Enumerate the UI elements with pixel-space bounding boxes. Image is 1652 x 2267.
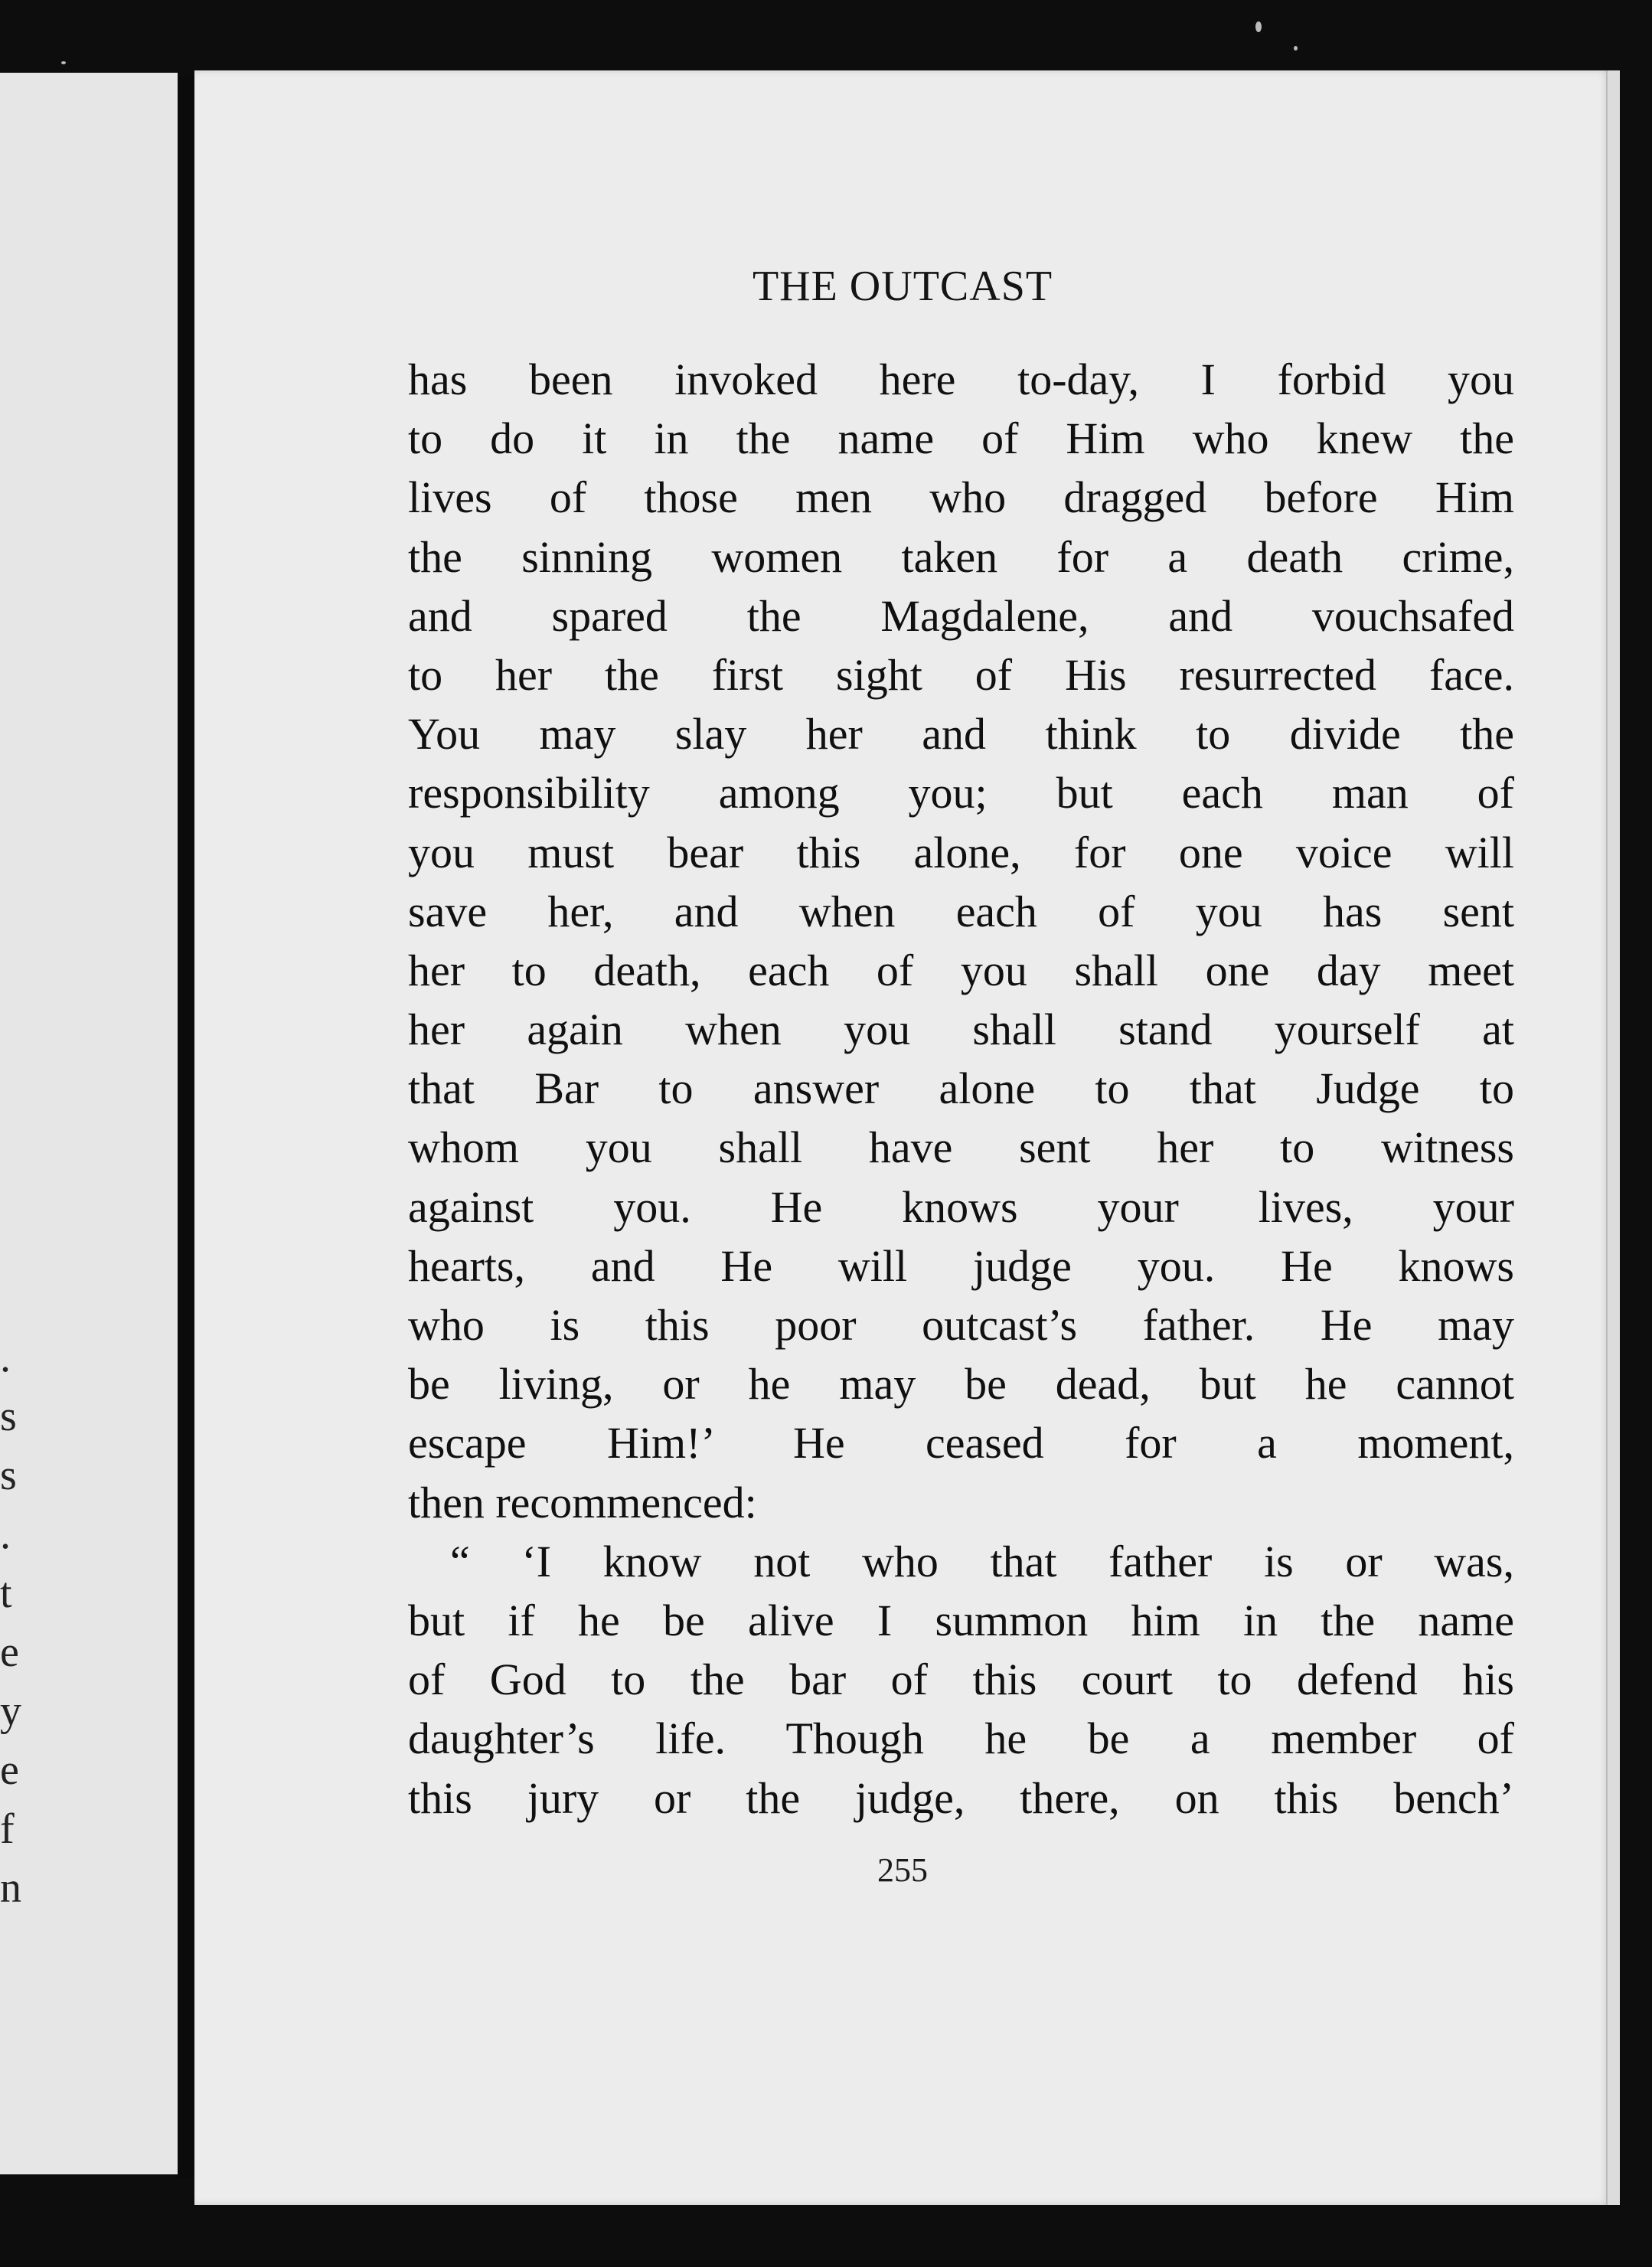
text-line: has been invoked here to-day, I forbid you xyxy=(408,354,1514,404)
scan-speck xyxy=(1255,21,1262,32)
text-line: her again when you shall stand yourself at xyxy=(408,1004,1514,1055)
text-line: hearts, and He will judge you. He knows xyxy=(408,1240,1514,1291)
text-line: who is this poor outcast’s father. He may xyxy=(408,1300,1514,1350)
text-line: escape Him!’ He ceased for a moment, xyxy=(408,1418,1514,1468)
text-line: then recommenced: xyxy=(408,1477,757,1527)
text-line: whom you shall have sent her to witness xyxy=(408,1122,1514,1173)
edge-letter: s xyxy=(0,1452,17,1499)
text-line: “ ‘I know not who that father is or was, xyxy=(450,1536,1514,1586)
previous-page-letters xyxy=(0,1328,21,1918)
book-spine-gutter xyxy=(178,77,194,2178)
scan-speck xyxy=(1294,46,1298,51)
text-line: against you. He knows your lives, your xyxy=(408,1181,1514,1232)
text-line: save her, and when each of you has sent xyxy=(408,886,1514,936)
scan-speck xyxy=(61,61,66,64)
text-line: to do it in the name of Him who knew the xyxy=(408,413,1514,464)
running-head: THE OUTCAST xyxy=(752,263,1053,310)
text-line: you must bear this alone, for one voice will xyxy=(408,827,1514,877)
text-line: lives of those men who dragged before Him xyxy=(408,472,1514,523)
text-line: You may slay her and think to divide the xyxy=(408,709,1514,759)
edge-letter: f xyxy=(0,1805,15,1853)
edge-letter: y xyxy=(0,1687,21,1735)
previous-page-edge xyxy=(0,73,178,2174)
text-line: that Bar to answer alone to that Judge to xyxy=(408,1063,1514,1114)
text-line: and spared the Magdalene, and vouchsafed xyxy=(408,590,1514,641)
text-line: but if he be alive I summon him in the name xyxy=(408,1595,1514,1645)
text-line: daughter’s life. Though he be a member of xyxy=(408,1713,1514,1764)
edge-letter: e xyxy=(0,1746,19,1794)
edge-letter: n xyxy=(0,1864,21,1912)
text-line: this jury or the judge, there, on this bench’ xyxy=(408,1772,1514,1823)
text-line: the sinning women taken for a death crime, xyxy=(408,531,1514,582)
text-line: to her the first sight of His resurrected face. xyxy=(408,649,1514,700)
edge-letter: e xyxy=(0,1628,19,1676)
text-line: be living, or he may be dead, but he cannot xyxy=(408,1359,1514,1410)
text-line: responsibility among you; but each man of xyxy=(408,768,1514,818)
text-line: her to death, each of you shall one day meet xyxy=(408,945,1514,995)
edge-letter: . xyxy=(0,1334,11,1381)
body-text xyxy=(408,350,1514,1828)
edge-letter: t xyxy=(0,1570,12,1617)
edge-letter: s xyxy=(0,1393,17,1440)
page-right-edge xyxy=(1606,70,1620,2205)
edge-letter: . xyxy=(0,1511,11,1558)
text-line: of God to the bar of this court to defend his xyxy=(408,1655,1514,1705)
book-page xyxy=(194,70,1611,2205)
page-number: 255 xyxy=(877,1851,928,1889)
